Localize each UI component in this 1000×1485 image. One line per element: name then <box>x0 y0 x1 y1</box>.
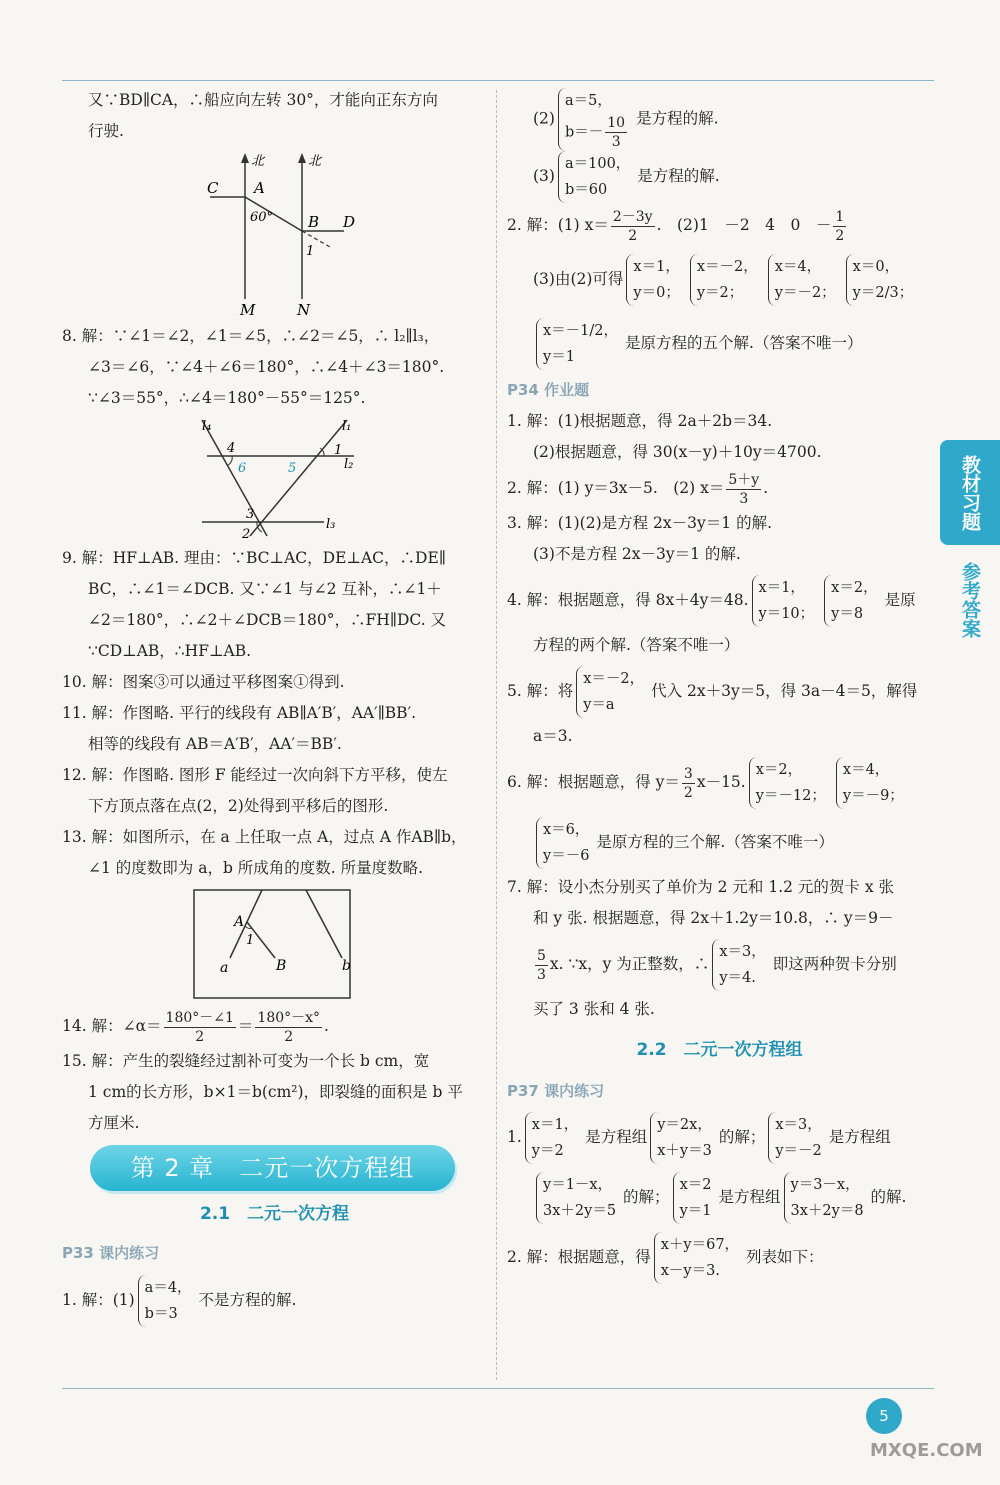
line-b: b <box>342 958 351 974</box>
a4-line: 4. 解：根据题意，得 8x＋4y＝48.x＝1， y＝10；x＝2， y＝8是原 <box>507 570 932 630</box>
point-n: N <box>297 301 311 319</box>
a6-line: 6. 解：根据题意，得 y＝ $\frac{3}{2}$ x－15.x＝2， y＝－12；x＝4， y＝－9； <box>507 752 932 812</box>
angle-1: 1 <box>306 244 315 259</box>
angle-1: 1 <box>246 933 255 948</box>
equation-system: x＝4， y＝－2； <box>768 254 840 306</box>
a3-line: (3)不是方程 2x－3y＝1 的解. <box>533 545 741 563</box>
q2c-line: x＝－1/2， y＝1是原方程的五个解.（答案不唯一） <box>507 311 932 375</box>
text-line: 行驶. <box>88 122 124 140</box>
q14-prefix: 14. 解：∠α＝ <box>62 1017 162 1035</box>
north-label: 北 <box>308 154 322 169</box>
column-divider <box>496 90 497 1380</box>
point-d: D <box>343 213 356 231</box>
side-tab-top: 教材习题 <box>940 440 1000 545</box>
equation-system: a＝5， b＝－ $\frac{10}{3}$ <box>558 88 633 151</box>
label-l3: l₃ <box>326 517 336 532</box>
angle-6: 6 <box>238 461 247 476</box>
section-title: 2.1 二元一次方程 <box>199 1204 350 1224</box>
line-a: a <box>220 960 229 976</box>
equation-system: x＝－1/2， y＝1 <box>536 318 622 370</box>
side-tab <box>940 440 1000 650</box>
q1-line: 1. 解：(1)a＝4， b＝3不是方程的解. <box>62 1275 487 1327</box>
q11-line: 相等的线段有 AB＝A′B′，AA′＝BB′. <box>88 735 342 753</box>
label-l2: l₂ <box>344 457 354 472</box>
fraction: $\frac{180^\circ-\angle 1}{2}$ <box>165 1009 234 1045</box>
q9-line: ∵CD⊥AB，∴HF⊥AB. <box>88 642 252 660</box>
a5-line: a＝3. <box>533 727 573 745</box>
equation-system: x＝3， y＝4. <box>712 939 769 991</box>
figure-parallel-lines <box>62 416 487 541</box>
exercise-label: P33 课内练习 <box>62 1244 160 1262</box>
equation-system: a＝4， b＝3 <box>138 1275 196 1327</box>
north-label: 北 <box>251 154 265 169</box>
q12-line: 下方顶点落在点(2，2)处得到平移后的图形. <box>88 797 389 815</box>
q15-line: 15. 解：产生的裂缝经过割补可变为一个长 b cm，宽 <box>62 1052 430 1070</box>
label-l1: l₁ <box>342 419 352 434</box>
b1b-line: y＝1－x， 3x＋2y＝5的解；x＝2 y＝1是方程组y＝3－x， 3x＋2y＝8的解. <box>507 1167 932 1227</box>
label-l4: l₄ <box>202 419 212 434</box>
top-rule <box>62 80 934 81</box>
q15-line: 方厘米. <box>88 1114 140 1132</box>
fraction: $\frac{180^\circ-x^\circ}{2}$ <box>257 1009 321 1045</box>
point-a: A <box>234 914 245 930</box>
point-m: M <box>240 301 256 319</box>
left-column <box>62 85 487 1327</box>
exercise-label: P34 作业题 <box>507 381 590 399</box>
page-number: 5 <box>866 1398 902 1434</box>
a1-line: 1. 解：(1)根据题意，得 2a＋2b＝34. <box>507 412 773 430</box>
chapter-banner: 第 2 章 二元一次方程组 <box>90 1145 455 1191</box>
equation-system: x＝2， y＝－12； <box>749 757 830 809</box>
b1-line: 1.x＝1， y＝2是方程组y＝2x， x＋y＝3的解；x＝3， y＝－2是方程组 <box>507 1107 932 1167</box>
text-line: 又∵BD∥CA，∴船应向左转 30°，才能向正东方向 <box>88 91 438 109</box>
angle-5: 5 <box>288 461 297 476</box>
q9-line: ∠2＝180°，∴∠2＋∠DCB＝180°，∴FH∥DC. 又 <box>88 611 447 629</box>
q8-line: ∵∠3＝55°，∴∠4＝180°－55°＝125°. <box>88 389 366 407</box>
q15-line: 1 cm的长方形，b×1＝b(cm²)，即裂缝的面积是 b 平 <box>88 1083 463 1101</box>
angle-1: 1 <box>334 443 343 458</box>
equation-system: x＝1， y＝10； <box>752 575 819 627</box>
q14-line: 14. 解：∠α＝ $\frac{180^\circ-\angle 1}{2}$ ＝ $\frac{180^\circ-x^\circ}{2}$ . <box>62 1009 329 1045</box>
q10-line: 10. 解：图案③可以通过平移图案①得到. <box>62 673 345 691</box>
angle-60: 60° <box>250 210 274 225</box>
point-a: A <box>254 179 265 197</box>
a6b-line: x＝6， y＝－6是原方程的三个解.（答案不唯一） <box>507 812 932 872</box>
a2-line: 2. 解：(1) y＝3x－5. (2) x＝ $\frac{5+y}{3}$ . <box>507 471 769 507</box>
angle-3: 3 <box>246 507 255 522</box>
equation-system: x＝－2， y＝a <box>576 666 648 718</box>
a7-line: 买了 3 张和 4 张. <box>533 1000 655 1018</box>
equation-system: x＝0， y＝2/3； <box>846 254 918 306</box>
figure-angle-measure <box>62 886 487 1004</box>
a4-line: 方程的两个解.（答案不唯一） <box>533 636 740 654</box>
a7-line: $\frac{5}{3}$ x. ∵x，y 为正整数，∴x＝3， y＝4.即这两种贺卡分别 <box>507 934 932 994</box>
side-tab-bottom: 参考答案 <box>959 562 981 638</box>
equation-system: a＝100， b＝60 <box>558 151 634 203</box>
r3-line: (3)a＝100， b＝60是方程的解. <box>507 151 932 203</box>
q11-line: 11. 解：作图略. 平行的线段有 AB∥A′B′，AA′∥BB′. <box>62 704 417 722</box>
bottom-rule <box>62 1388 934 1389</box>
section-title: 2.2 二元一次方程组 <box>636 1040 803 1060</box>
q13-line: 13. 解：如图所示，在 a 上任取一点 A，过点 A 作AB∥b， <box>62 828 467 846</box>
q13-line: ∠1 的度数即为 a，b 所成角的度数. 所量度数略. <box>88 859 424 877</box>
q8-line: 8. 解：∵∠1＝∠2，∠1＝∠5，∴∠2＝∠5，∴ l₂∥l₃， <box>62 327 440 345</box>
b2-line: 2. 解：根据题意，得x＋y＝67， x－y＝3.列表如下： <box>507 1227 932 1287</box>
a5-line: 5. 解：将x＝－2， y＝a代入 2x＋3y＝5，得 3a－4＝5，解得 <box>507 661 932 721</box>
q2-line: 2. 解：(1) x＝ $\frac{2-3y}{2}$ . (2)1 －2 4 0 － $\frac{1}{2}$ <box>507 208 845 244</box>
a3-line: 3. 解：(1)(2)是方程 2x－3y＝1 的解. <box>507 514 772 532</box>
r2-line: (2)a＝5， b＝－ $\frac{10}{3}$ 是方程的解. <box>507 88 932 151</box>
angle-4: 4 <box>227 441 236 456</box>
q2b-line: (3)由(2)可得x＝1， y＝0；x＝－2， y＝2；x＝4， y＝－2；x＝0， y＝2/3； <box>507 247 932 311</box>
equation-system: x＝6， y＝－6 <box>536 817 593 869</box>
q12-line: 12. 解：作图略. 图形 F 能经过一次向斜下方平移，使左 <box>62 766 448 784</box>
exercise-label: P37 课内练习 <box>507 1082 605 1100</box>
q9-line: 9. 解：HF⊥AB. 理由：∵BC⊥AC，DE⊥AC，∴DE∥ <box>62 549 446 567</box>
equation-system: x＝1， y＝0； <box>626 254 683 306</box>
point-b: B <box>308 213 320 231</box>
watermark: MXQE.COM <box>870 1440 983 1461</box>
equation-system: x＝2， y＝8 <box>824 575 881 627</box>
q9-line: BC，∴∠1＝∠DCB. 又∵∠1 与∠2 互补，∴∠1＋ <box>88 580 442 598</box>
right-column <box>507 88 932 1287</box>
point-c: C <box>207 179 219 197</box>
a1-line: (2)根据题意，得 30(x－y)＋10y＝4700. <box>533 443 822 461</box>
equation-system: x＝－2， y＝2； <box>690 254 762 306</box>
a7-line: 7. 解：设小杰分别买了单价为 2 元和 1.2 元的贺卡 x 张 <box>507 878 895 896</box>
figure-ship-course <box>62 149 487 319</box>
point-b: B <box>276 958 287 974</box>
a7-line: 和 y 张. 根据题意，得 2x＋1.2y＝10.8，∴ y＝9－ <box>533 909 894 927</box>
equation-system: x＝4， y＝－9； <box>836 757 908 809</box>
q8-line: ∠3＝∠6，∵∠4＋∠6＝180°，∴∠4＋∠3＝180°. <box>88 358 445 376</box>
angle-2: 2 <box>242 527 251 541</box>
